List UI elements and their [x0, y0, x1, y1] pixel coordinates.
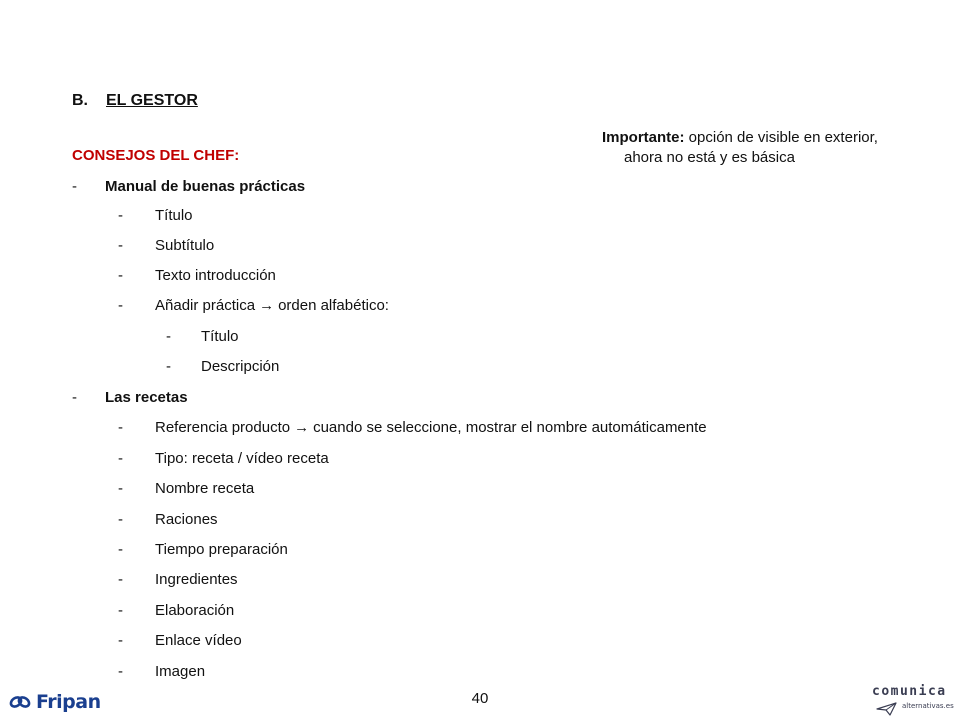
- right-arrow-icon: →: [259, 297, 275, 314]
- bullet-dash: -: [118, 297, 123, 314]
- list-item-label: Añadir práctica: [155, 297, 256, 314]
- fripan-wordmark: Fripan: [36, 691, 101, 713]
- bullet-dash: -: [118, 207, 123, 224]
- list-item-label: Subtítulo: [155, 237, 215, 254]
- bullet-dash: -: [118, 571, 123, 588]
- note-line-2: ahora no está y es básica: [624, 149, 795, 166]
- important-note: [602, 128, 942, 168]
- list-item: [118, 480, 254, 497]
- list-item-label: cuando se seleccione, mostrar el nombre automáticamente: [313, 419, 707, 436]
- list-item: [118, 450, 329, 467]
- list-item-label: Tipo: receta / vídeo receta: [155, 450, 329, 467]
- list-item: [166, 358, 279, 375]
- list-item-label: Referencia producto: [155, 419, 291, 436]
- bullet-dash: -: [118, 541, 123, 558]
- bullet-dash: -: [118, 511, 123, 528]
- bullet-dash: -: [72, 389, 77, 406]
- bullet-dash: -: [118, 632, 123, 649]
- bullet-dash: -: [166, 358, 171, 375]
- list-item-label: Manual de buenas prácticas: [105, 178, 306, 195]
- list-item-label: Texto introducción: [155, 267, 276, 284]
- list-item-label: Las recetas: [105, 389, 188, 406]
- list-item-recetas: [72, 389, 188, 406]
- bullet-dash: -: [118, 663, 123, 680]
- bullet-dash: -: [166, 328, 171, 345]
- comunica-sub-wordmark: alternativas.es: [902, 702, 954, 710]
- section-number: B.: [72, 92, 88, 109]
- list-item-label: Elaboración: [155, 602, 235, 619]
- list-item-label: Imagen: [155, 663, 206, 680]
- note-label: Importante:: [602, 129, 685, 146]
- list-item: [118, 207, 193, 224]
- right-arrow-icon: →: [294, 419, 310, 436]
- list-item-label: orden alfabético:: [278, 297, 389, 314]
- comunica-wordmark: comunica: [872, 684, 947, 699]
- list-item-label: Ingredientes: [155, 571, 238, 588]
- list-item-manual: [72, 178, 305, 195]
- list-item: [118, 602, 234, 619]
- bullet-dash: -: [118, 419, 123, 436]
- fripan-knot-icon: [8, 692, 32, 712]
- paper-plane-icon: [876, 701, 898, 717]
- list-item-label: Título: [201, 328, 239, 345]
- list-item-label: Descripción: [201, 358, 280, 375]
- bullet-dash: -: [118, 237, 123, 254]
- list-item-label: Tiempo preparación: [155, 541, 288, 558]
- list-item: [118, 511, 218, 528]
- note-line-1: opción de visible en exterior,: [688, 129, 878, 146]
- list-item: [166, 328, 239, 345]
- list-item: [118, 632, 242, 649]
- list-item: [118, 237, 214, 254]
- list-item: [118, 419, 707, 436]
- bullet-dash: -: [118, 480, 123, 497]
- list-item: [118, 267, 276, 284]
- list-item-label: Enlace vídeo: [155, 632, 242, 649]
- list-item: [118, 297, 389, 314]
- subheading: CONSEJOS DEL CHEF:: [72, 147, 240, 164]
- list-item-label: Nombre receta: [155, 480, 255, 497]
- bullet-dash: -: [118, 267, 123, 284]
- page-number: 40: [471, 690, 489, 707]
- section-title: EL GESTOR: [106, 92, 198, 109]
- list-item-label: Raciones: [155, 511, 218, 528]
- list-item: [118, 541, 288, 558]
- comunica-logo: [872, 684, 958, 720]
- fripan-logo: [8, 690, 101, 714]
- bullet-dash: -: [118, 602, 123, 619]
- list-item: [118, 663, 205, 680]
- bullet-dash: -: [72, 178, 77, 195]
- list-item: [118, 571, 238, 588]
- list-item-label: Título: [155, 207, 193, 224]
- section-heading: [72, 92, 198, 110]
- bullet-dash: -: [118, 450, 123, 467]
